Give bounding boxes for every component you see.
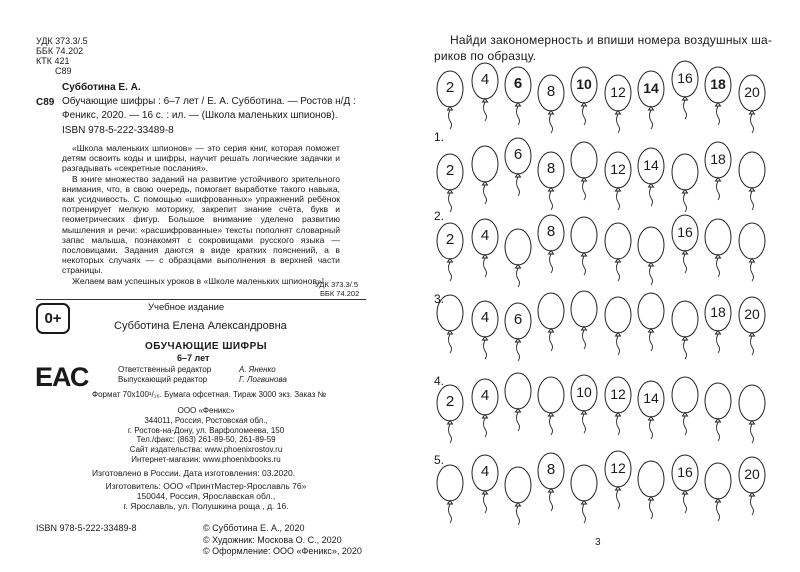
author-heading: Субботина Е. А. xyxy=(62,82,141,93)
balloon-string xyxy=(517,342,520,361)
balloon-number: 10 xyxy=(576,384,592,400)
exercise-balloon xyxy=(430,151,470,213)
balloon-string xyxy=(449,424,452,443)
empty-balloon xyxy=(430,292,470,354)
balloon-string xyxy=(751,191,754,210)
balloon-number: 8 xyxy=(546,461,556,478)
balloon-string xyxy=(650,266,653,285)
balloon-string xyxy=(449,110,452,129)
balloon-number: 20 xyxy=(744,84,760,100)
balloon-body xyxy=(571,465,597,501)
divider xyxy=(36,299,366,300)
author-code: С89 xyxy=(55,66,72,76)
balloon-string xyxy=(583,414,586,433)
balloon-string xyxy=(517,268,520,287)
balloon-shape xyxy=(732,382,772,444)
balloon-number: 14 xyxy=(643,80,659,96)
balloon-string xyxy=(517,506,520,525)
balloon-body xyxy=(538,293,564,329)
balloon-string xyxy=(583,330,586,349)
balloon-body xyxy=(638,293,664,329)
balloon-string xyxy=(717,258,720,277)
exercise-balloon xyxy=(430,382,470,444)
balloon-string xyxy=(717,106,720,125)
balloon-string xyxy=(650,332,653,351)
exercise-balloon xyxy=(430,220,470,282)
c89-code: С89 xyxy=(36,97,55,108)
balloon-string xyxy=(650,110,653,129)
balloon-shape xyxy=(430,292,470,354)
balloon-number: 12 xyxy=(610,460,626,476)
balloon-number: 18 xyxy=(710,151,726,167)
balloon-string xyxy=(617,490,620,509)
balloon-number: 2 xyxy=(445,393,455,410)
age-rating-badge: 0+ xyxy=(36,303,70,334)
balloon-number: 8 xyxy=(546,223,556,240)
balloon-string xyxy=(617,191,620,210)
balloon-string xyxy=(484,494,487,513)
sample-balloon xyxy=(732,72,772,134)
publisher-line: ООО «Феникс» xyxy=(177,406,235,415)
udk-small: УДК 373.3/.5 xyxy=(315,280,359,289)
balloon-string xyxy=(484,258,487,277)
release-editor-name: Г. Логвинова xyxy=(239,375,287,384)
balloon-string xyxy=(751,262,754,281)
balloon-string xyxy=(484,185,487,204)
balloon-shape xyxy=(732,220,772,282)
exercise-balloon xyxy=(732,454,772,516)
balloon-body xyxy=(705,463,731,499)
balloon-shape xyxy=(430,462,470,524)
page-number: 3 xyxy=(595,537,601,548)
balloon-number: 8 xyxy=(546,160,556,177)
biblio-line-2: Феникс, 2020. — 16 с. : ил. — (Школа маленьких шпионов). xyxy=(62,110,338,121)
manufacturer-info xyxy=(91,481,321,511)
balloon-string xyxy=(550,332,553,351)
annotation xyxy=(62,143,340,286)
balloon-number: 4 xyxy=(480,71,490,88)
publisher-line: Тел./факс: (863) 261-89-50, 261-89-59 xyxy=(136,435,276,445)
empty-balloon xyxy=(732,149,772,211)
balloon-number: 2 xyxy=(445,231,455,248)
balloon-string xyxy=(717,422,720,441)
balloon-number: 6 xyxy=(513,146,523,163)
balloon-body xyxy=(538,377,564,413)
publisher-line: Интернет-магазин: www.phoenixbooks.ru xyxy=(131,454,281,464)
balloon-string xyxy=(517,412,520,431)
balloon-string xyxy=(650,500,653,519)
balloon-body xyxy=(739,223,765,259)
balloon-string xyxy=(751,496,754,515)
balloon-body xyxy=(437,295,463,331)
balloon-string xyxy=(650,187,653,206)
publisher-info xyxy=(116,406,296,465)
isbn-bottom: ISBN 978-5-222-33489-8 xyxy=(36,523,137,533)
exercise-number: 2. xyxy=(434,209,445,223)
balloon-number: 6 xyxy=(513,75,523,92)
annotation-para-1: «Школа маленьких шпионов» — это серия книг, которая поможет детям освоить коды и шифры, научит решать логические задачки и разгадывать «секретные послания». xyxy=(62,143,340,174)
manufacturer-line: 150044, Россия, Ярославская обл., xyxy=(136,491,276,501)
balloon-body xyxy=(505,373,531,409)
balloon-string xyxy=(751,114,754,133)
balloon-string xyxy=(617,114,620,133)
balloon-number: 18 xyxy=(710,304,726,320)
responsible-editor-label: Ответственный редактор xyxy=(118,365,212,374)
instruction-line-1: Найди закономерность и впиши номера воздушных ша- xyxy=(450,33,773,47)
publisher-line: Сайт издательства: www.phoenixrostov.ru xyxy=(129,445,283,455)
sample-balloon xyxy=(430,68,470,130)
balloon-number: 2 xyxy=(445,79,455,96)
exercise-number: 1. xyxy=(434,130,445,144)
balloon-number: 6 xyxy=(513,311,523,328)
balloon-body xyxy=(672,377,698,413)
copyright-line: © Оформление: ООО «Феникс», 2020 xyxy=(203,546,362,556)
balloon-body xyxy=(638,227,664,263)
release-editor-label: Выпускающий редактор xyxy=(118,375,208,384)
balloon-string xyxy=(684,340,687,359)
copyright-block xyxy=(203,523,362,558)
balloon-string xyxy=(449,504,452,523)
balloon-number: 20 xyxy=(744,466,760,482)
balloon-string xyxy=(684,494,687,513)
balloon-string xyxy=(484,102,487,121)
balloon-string xyxy=(449,334,452,353)
balloon-string xyxy=(484,418,487,437)
balloon-number: 14 xyxy=(643,390,659,406)
exercise-number: 5. xyxy=(434,453,445,467)
balloon-number: 2 xyxy=(445,162,455,179)
exercise-number: 4. xyxy=(434,374,445,388)
empty-balloon xyxy=(732,220,772,282)
full-author-name: Субботина Елена Александровна xyxy=(114,320,287,332)
balloon-string xyxy=(517,177,520,196)
balloon-body xyxy=(505,467,531,503)
annotation-para-3: Желаем вам успешных уроков в «Школе маленьких шпионов»! xyxy=(72,275,325,286)
balloon-number: 4 xyxy=(480,309,490,326)
balloon-number: 8 xyxy=(546,83,556,100)
balloon-string xyxy=(617,416,620,435)
balloon-number: 12 xyxy=(610,161,626,177)
balloon-body xyxy=(705,219,731,255)
balloon-string xyxy=(684,193,687,212)
balloon-body xyxy=(571,291,597,327)
balloon-string xyxy=(550,416,553,435)
balloon-body xyxy=(571,217,597,253)
bbk-code: ББК 74.202 xyxy=(36,46,84,56)
balloon-number: 16 xyxy=(677,464,693,480)
balloon-body xyxy=(437,465,463,501)
annotation-para-2: В книге множество заданий на развитие устойчивого зрительного внимания, что, в свою очередь, помогает выработке такого навыка, как усидчивость. С помощью «шифрованных» упражнений ребёнок потренирует мелкую моторику, закрепит знание счёта, букв и геометрических фигур. Большое внимание уделено развитию мышления и речи: «расшифрованные» тексты пополнят словарный запас малыша, познакомят с сокровищами русского языка — пословицами. Задания даются в виде кратких пояснений, а в некоторых случаях — с образцами выполнения в верхней части страницы. xyxy=(62,173,340,276)
balloon-body xyxy=(605,223,631,259)
balloon-string xyxy=(550,191,553,210)
balloon-number: 4 xyxy=(480,463,490,480)
balloon-body xyxy=(571,142,597,178)
bbk-small: ББК 74.202 xyxy=(320,289,360,298)
responsible-editor-name: А. Яненко xyxy=(239,365,276,374)
publisher-line: г. Ростов-на-Дону, ул. Варфоломеева, 150 xyxy=(127,425,285,435)
balloon-body xyxy=(705,383,731,419)
balloon-string xyxy=(550,114,553,133)
balloon-string xyxy=(550,254,553,273)
balloon-string xyxy=(617,336,620,355)
balloon-string xyxy=(583,106,586,125)
biblio-line-1: Обучающие шифры : 6–7 лет / Е. А. Субботина. — Ростов н/Д : xyxy=(62,96,356,107)
balloon-string xyxy=(717,334,720,353)
exercise-balloon xyxy=(732,294,772,356)
balloon-string xyxy=(684,254,687,273)
balloon-body xyxy=(638,461,664,497)
balloon-number: 4 xyxy=(480,227,490,244)
balloon-number: 20 xyxy=(744,306,760,322)
balloon-string xyxy=(550,492,553,511)
instruction-line-2: риков по образцу. xyxy=(434,49,537,63)
balloon-number: 16 xyxy=(677,224,693,240)
isbn-top: ISBN 978-5-222-33489-8 xyxy=(62,125,174,136)
balloon-string xyxy=(717,181,720,200)
copyright-line: © Художник: Москова О. С., 2020 xyxy=(203,534,342,545)
balloon-body xyxy=(505,229,531,265)
balloon-string xyxy=(583,181,586,200)
balloon-string xyxy=(650,420,653,439)
empty-balloon xyxy=(732,382,772,444)
edition-type: Учебное издание xyxy=(148,302,225,313)
manufacturer-line: Изготовитель: ООО «ПринтМастер-Ярославль 76» xyxy=(105,481,307,491)
balloon-body xyxy=(739,385,765,421)
publisher-line: 344011, Россия, Ростовская обл., xyxy=(144,415,268,425)
balloon-body xyxy=(672,301,698,337)
balloon-string xyxy=(751,424,754,443)
balloon-number: 14 xyxy=(643,157,659,173)
balloon-string xyxy=(517,106,520,125)
age-range: 6–7 лет xyxy=(177,353,210,363)
balloon-number: 4 xyxy=(480,387,490,404)
balloon-string xyxy=(583,504,586,523)
book-title: ОБУЧАЮЩИЕ ШИФРЫ xyxy=(145,341,268,352)
manufacturer-line: г. Ярославль, ул. Полушкина роща , д. 16. xyxy=(123,501,289,511)
made-in-russia: Изготовлено в России. Дата изготовления: 03.2020. xyxy=(92,468,296,478)
balloon-number: 16 xyxy=(677,70,693,86)
balloon-shape xyxy=(732,149,772,211)
balloon-string xyxy=(684,100,687,119)
eac-mark: ЕАС xyxy=(35,362,89,392)
balloon-body xyxy=(605,297,631,333)
balloon-string xyxy=(751,336,754,355)
balloon-number: 10 xyxy=(576,76,592,92)
copyright-line: © Субботина Е. А., 2020 xyxy=(203,523,305,533)
ktk-code: КТК 421 xyxy=(36,56,70,66)
balloon-number: 12 xyxy=(610,386,626,402)
balloon-body xyxy=(739,152,765,188)
balloon-string xyxy=(617,262,620,281)
exercise-number: 3. xyxy=(434,292,445,306)
balloon-string xyxy=(684,416,687,435)
balloon-body xyxy=(472,146,498,182)
balloon-string xyxy=(449,193,452,212)
empty-balloon xyxy=(430,462,470,524)
balloon-string xyxy=(484,340,487,359)
balloon-body xyxy=(672,154,698,190)
print-format: Формат 70х100¹/₁₆. Бумага офсетная. Тираж 3000 экз. Заказ № xyxy=(92,390,327,399)
balloon-string xyxy=(449,262,452,281)
balloon-string xyxy=(717,502,720,521)
balloon-string xyxy=(583,256,586,275)
udk-code: УДК 373.3/.5 xyxy=(36,36,88,46)
balloon-number: 18 xyxy=(710,76,726,92)
balloon-number: 12 xyxy=(610,84,626,100)
